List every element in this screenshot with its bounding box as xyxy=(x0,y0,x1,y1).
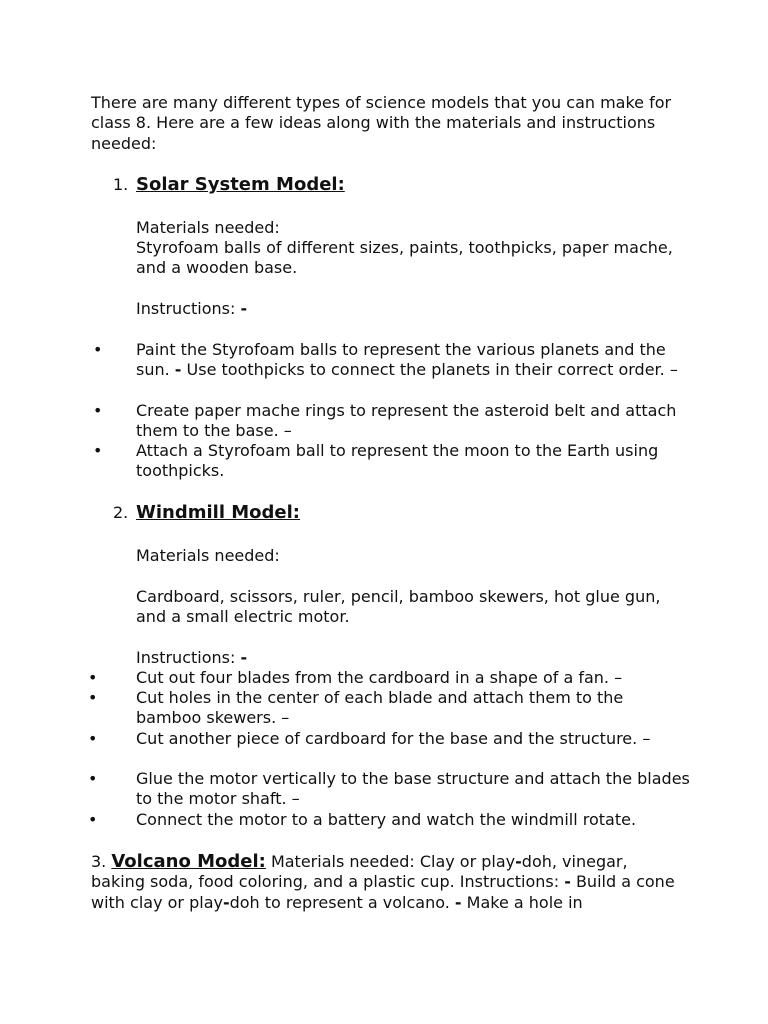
volcano-paragraph xyxy=(91,852,681,913)
windmill-materials: Cardboard, scissors, ruler, pencil, bamboo skewers, hot glue gun, and a small electric motor. xyxy=(136,587,661,627)
volcano-text-3: Build a cone with clay or play xyxy=(91,872,675,912)
solar-materials: Styrofoam balls of different sizes, paints, toothpicks, paper mache, and a wooden base. xyxy=(136,238,673,278)
volcano-title: Volcano Model: xyxy=(111,851,266,872)
windmill-materials-label: Materials needed: xyxy=(136,546,280,565)
solar-step-1-dash: - xyxy=(174,360,182,380)
bullet-icon: • xyxy=(93,401,103,420)
solar-title: Solar System Model: xyxy=(136,174,345,195)
solar-instructions-dash: - xyxy=(240,299,248,318)
windmill-instructions-text: Instructions: xyxy=(136,648,241,667)
volcano-number: 3. xyxy=(91,852,107,871)
bullet-icon: • xyxy=(88,729,98,748)
volcano-dash-4: - xyxy=(454,892,462,912)
solar-number: 1. xyxy=(113,175,129,194)
windmill-number: 2. xyxy=(113,503,129,522)
solar-step-1-part-b: Use toothpicks to connect the planets in their correct order. – xyxy=(181,360,678,380)
windmill-step-3: Cut another piece of cardboard for the base and the structure. – xyxy=(136,729,651,748)
bullet-icon: • xyxy=(93,340,103,359)
windmill-heading-row xyxy=(113,503,673,523)
volcano-text-1: Materials needed: Clay or play xyxy=(265,852,516,871)
windmill-instructions-label xyxy=(136,648,691,668)
volcano-text-2: doh, vinegar, baking soda, food coloring, and a plastic cup. Instructions: xyxy=(91,852,628,892)
solar-heading-row xyxy=(113,175,673,195)
windmill-step-5: Connect the motor to a battery and watch the windmill rotate. xyxy=(136,810,637,829)
bullet-icon: • xyxy=(93,441,103,460)
solar-step-3: Attach a Styrofoam ball to represent the moon to the Earth using toothpicks. xyxy=(136,441,659,481)
volcano-text-5: Make a hole in xyxy=(461,892,583,912)
solar-materials-label: Materials needed: xyxy=(136,218,280,237)
windmill-step-2: Cut holes in the center of each blade and attach them to the bamboo skewers. – xyxy=(136,688,624,728)
intro-paragraph: There are many different types of science models that you can make for class 8. Here are a few ideas along with the materials and instructions needed: xyxy=(91,93,672,153)
volcano-dash-1: - xyxy=(515,852,522,871)
volcano-text-4: doh to represent a volcano. xyxy=(229,892,455,912)
solar-instructions-label xyxy=(136,299,691,319)
solar-step-2: Create paper mache rings to represent the asteroid belt and attach them to the base. – xyxy=(136,401,677,441)
bullet-icon: • xyxy=(88,810,98,829)
volcano-dash-2: - xyxy=(564,872,571,892)
windmill-step-4: Glue the motor vertically to the base structure and attach the blades to the motor shaft. – xyxy=(136,769,690,809)
bullet-icon: • xyxy=(88,668,98,687)
windmill-step-1: Cut out four blades from the cardboard in a shape of a fan. – xyxy=(136,668,623,687)
bullet-icon: • xyxy=(88,688,98,707)
windmill-title: Windmill Model: xyxy=(136,502,300,523)
solar-instructions-text: Instructions: xyxy=(136,299,241,318)
bullet-icon: • xyxy=(88,769,98,788)
volcano-dash-3: - xyxy=(222,892,230,912)
solar-step-1 xyxy=(136,340,691,381)
solar-step-1-part-a: Paint the Styrofoam balls to represent the various planets and the sun. xyxy=(136,340,666,380)
windmill-instructions-dash: - xyxy=(240,648,248,667)
